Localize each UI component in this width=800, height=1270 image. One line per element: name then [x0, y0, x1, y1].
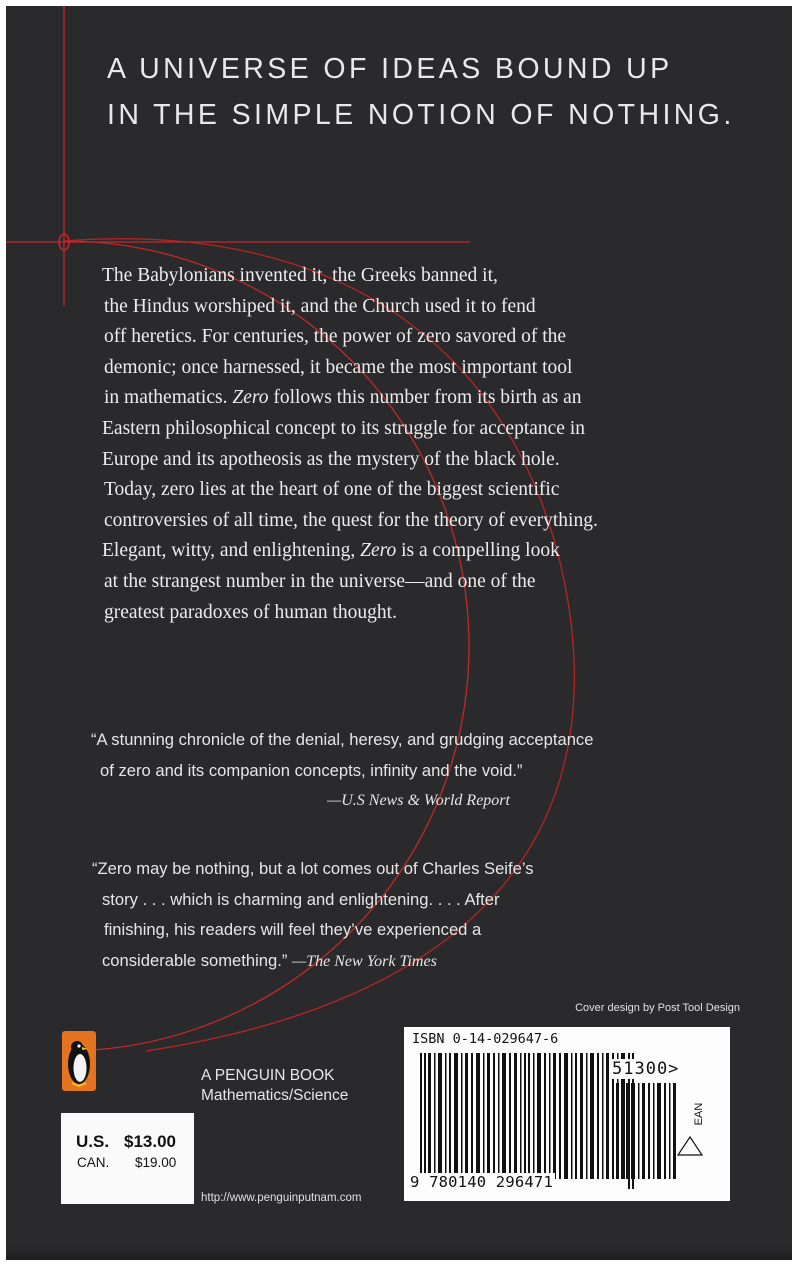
- penguin-logo-icon: [62, 1031, 96, 1091]
- quote-line: finishing, his readers will feel they’ve experienced a: [104, 920, 482, 939]
- barcode-digits: 9 780140 296471: [410, 1173, 553, 1191]
- book-back-cover: [6, 6, 792, 1260]
- publisher-url: http://www.penguinputnam.com: [201, 1192, 362, 1204]
- publisher-info: [201, 1066, 348, 1106]
- blurb-line: the Hindus worshiped it, and the Church used it to fend: [104, 295, 536, 317]
- book-title-italic: Zero: [360, 540, 397, 562]
- blurb-line: The Babylonians invented it, the Greeks banned it,: [102, 265, 498, 286]
- review-quote-2: [92, 854, 534, 977]
- headline: [107, 46, 787, 138]
- blurb-text: in mathematics.: [104, 387, 233, 409]
- blurb-line: greatest paradoxes of human thought.: [104, 601, 397, 623]
- blurb-text: is a compelling look: [396, 540, 560, 562]
- headline-line-2: IN THE SIMPLE NOTION OF NOTHING.: [107, 99, 735, 131]
- cover-design-credit: Cover design by Post Tool Design: [575, 1002, 740, 1014]
- blurb-text: follows this number from its birth as an: [268, 387, 582, 409]
- quote-line: “A stunning chronicle of the denial, heresy, and grudging acceptance: [91, 730, 594, 749]
- cover-bottom-edge: [6, 1246, 792, 1260]
- imprint-label: A PENGUIN BOOK: [201, 1067, 335, 1084]
- review-quote-1: [91, 725, 593, 817]
- headline-line-1: A UNIVERSE OF IDEAS BOUND UP: [107, 53, 673, 85]
- blurb-line: off heretics. For centuries, the power of zero savored of the: [104, 326, 567, 348]
- price-sticker: [61, 1113, 194, 1204]
- barcode-label: [404, 1027, 730, 1201]
- ean-text: EAN: [693, 1102, 705, 1126]
- quote-line: “Zero may be nothing, but a lot comes out of Charles Seife’s: [92, 859, 534, 878]
- blurb-line: Europe and its apotheosis as the mystery of the black hole.: [102, 448, 560, 470]
- isbn-number: ISBN 0-14-029647-6: [412, 1031, 559, 1047]
- blurb-line: [102, 383, 722, 414]
- blurb-line: [102, 536, 722, 567]
- can-price-value: $19.00: [135, 1155, 177, 1170]
- blurb-line: demonic; once harnessed, it became the most important tool: [104, 356, 573, 378]
- blurb-line: Today, zero lies at the heart of one of the biggest scientific: [104, 479, 560, 501]
- quote-line: [92, 946, 534, 978]
- blurb-text: Elegant, witty, and enlightening,: [102, 540, 361, 562]
- quote-line: of zero and its companion concepts, infinity and the void.”: [100, 760, 523, 780]
- quote-line: story . . . which is charming and enlightening. . . . After: [102, 889, 500, 909]
- ean-label: [689, 1096, 709, 1136]
- blurb-line: controversies of all time, the quest for the theory of everything.: [104, 509, 598, 531]
- quote-source: —The New York Times: [292, 952, 437, 970]
- blurb-line: Eastern philosophical concept to its struggle for acceptance in: [102, 417, 585, 439]
- can-price-label: CAN.: [77, 1155, 110, 1170]
- triangle-icon: [678, 1137, 702, 1155]
- penguin-icon: [62, 1031, 96, 1091]
- us-price-value: $13.00: [124, 1132, 176, 1151]
- quote-text: considerable something.”: [102, 950, 293, 970]
- description-blurb: [102, 261, 722, 628]
- us-price-label: U.S.: [76, 1132, 110, 1151]
- quote-source: —U.S News & World Report: [327, 792, 510, 809]
- category-label: Mathematics/Science: [201, 1087, 349, 1104]
- book-title-italic: Zero: [232, 387, 269, 409]
- price-code: 51300>: [612, 1059, 680, 1079]
- blurb-line: at the strangest number in the universe—and one of the: [104, 570, 536, 592]
